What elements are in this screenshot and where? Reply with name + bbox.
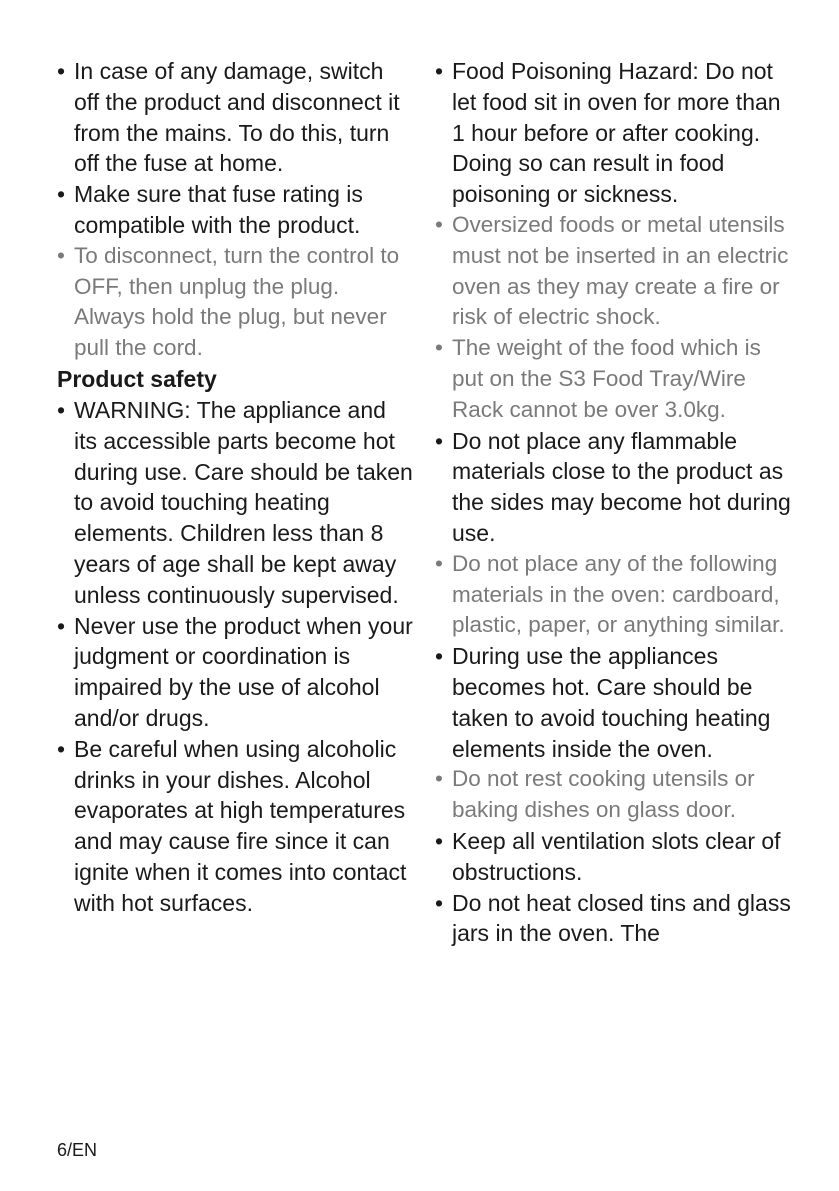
bullet-icon: • xyxy=(435,335,443,361)
list-item xyxy=(57,611,413,734)
list-item-text: To disconnect, turn the control to OFF, then unplug the plug. Always hold the plug, but never pull the cord. xyxy=(74,242,400,361)
bullet-icon: • xyxy=(435,58,444,84)
list-item xyxy=(57,241,413,364)
list-item xyxy=(435,888,797,950)
list-item xyxy=(435,426,797,549)
list-item xyxy=(435,210,797,333)
list-item-text: Be careful when using alcoholic drinks in your dishes. Alcohol evaporates at high temperatures and may cause fire since it can ignite when it comes into contact with hot surfaces. xyxy=(74,735,407,916)
list-item xyxy=(435,764,797,826)
bullet-icon: • xyxy=(57,735,66,762)
bullet-icon: • xyxy=(57,242,65,268)
right-column xyxy=(435,56,797,949)
bullet-icon: • xyxy=(435,550,443,576)
list-item-text: Do not heat closed tins and glass jars in the oven. The xyxy=(452,889,791,947)
bullet-icon: • xyxy=(57,181,66,208)
list-item-text: Oversized foods or metal utensils must not be inserted in an electric oven as they may create a fire or risk of electric shock. xyxy=(452,211,789,330)
bullet-icon: • xyxy=(435,889,444,916)
list-item-text: During use the appliances becomes hot. Care should be taken to avoid touching heating elements inside the oven. xyxy=(452,643,771,762)
list-item-text: The appliance and its accessible parts become hot during use. Care should be taken to avoid touching heating elements. Children less than 8 years of age shall be kept away unless continuously supervised. xyxy=(74,396,413,608)
warning-label: WARNING: xyxy=(74,396,191,423)
list-item xyxy=(435,333,797,425)
page-number: 6/EN xyxy=(57,1140,98,1160)
list-item xyxy=(435,826,797,888)
list-item xyxy=(57,179,413,241)
section-heading: Product safety xyxy=(57,365,217,392)
list-item xyxy=(57,734,413,919)
list-item-text: Do not place any flammable materials close to the product as the sides may become hot during use. xyxy=(452,427,791,546)
list-item-text: Do not rest cooking utensils or baking dishes on glass door. xyxy=(452,766,755,823)
list-item xyxy=(435,641,797,764)
bullet-icon: • xyxy=(435,211,443,237)
list-item-text: Do not place any of the following materials in the oven: cardboard, plastic, paper, or anything similar. xyxy=(452,550,785,638)
bullet-icon: • xyxy=(57,58,66,84)
list-item-text: The weight of the food which is put on the S3 Food Tray/Wire Rack cannot be over 3.0kg. xyxy=(452,335,761,422)
bullet-icon: • xyxy=(57,396,66,423)
bullet-icon: • xyxy=(435,643,444,670)
list-item xyxy=(435,56,797,210)
bullet-icon: • xyxy=(435,427,444,454)
list-item xyxy=(57,56,413,179)
list-item-text: Never use the product when your judgment or coordination is impaired by the use of alcohol and/or drugs. xyxy=(74,612,413,731)
list-item-text: Food Poisoning Hazard: Do not let food sit in oven for more than 1 hour before or after cooking. Doing so can result in food poisoning or sickness. xyxy=(452,58,781,208)
list-item-text: Make sure that fuse rating is compatible with the product. xyxy=(74,181,363,238)
list-item-text: Keep all ventilation slots clear of obstructions. xyxy=(452,827,781,885)
left-column xyxy=(57,56,413,919)
list-item xyxy=(435,549,797,641)
bullet-icon: • xyxy=(435,766,443,792)
list-item-text: In case of any damage, switch off the product and disconnect it from the mains. To do this, turn off the fuse at home. xyxy=(74,58,400,177)
bullet-icon: • xyxy=(435,827,444,854)
bullet-icon: • xyxy=(57,612,66,639)
warning-item xyxy=(57,395,413,611)
